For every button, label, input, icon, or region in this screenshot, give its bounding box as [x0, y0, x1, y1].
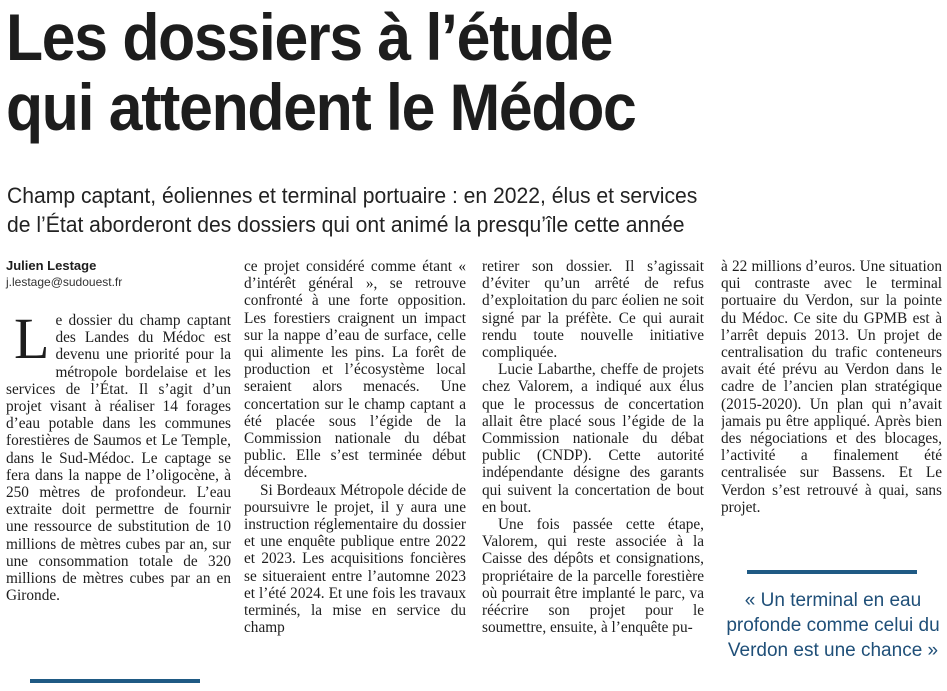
- paragraph: ce projet considéré comme étant « d’intérêt général », se retrouve confronté à une forte opposition. Les forestiers craignent un impact sur la nappe d’eau de surface, celle qui alimente les pins. La forêt de production et l’écosystème local seraient alors menacés. Une concertation sur le champ captant a été placée sous l’égide de la Commission nationale du débat public. Elle s’est terminée début décembre.: [244, 258, 466, 482]
- pull-quote-rule: [747, 570, 917, 574]
- author-email[interactable]: j.lestage@sudouest.fr: [6, 275, 123, 289]
- column-divider-rule: [30, 679, 200, 683]
- byline: [6, 258, 231, 290]
- paragraph: Si Bordeaux Métropole décide de poursuivre le projet, il y aura une instruction réglementaire du dossier et une enquête publique entre 2022 et 2023. Les acquisitions foncières se situeraient entre l’automne 2023 et l’été 2024. Et une fois les travaux terminés, la mise en service du champ: [244, 481, 466, 637]
- article-column-1: [6, 312, 231, 657]
- paragraph: [6, 312, 231, 604]
- article-column-4: [721, 258, 942, 550]
- paragraph: Une fois passée cette étape, Valorem, qui reste associée à la Caisse des dépôts et consignations, propriétaire de la parcelle forestière où pourrait être implanté le parc, va réécrire son projet pour le soumettre, ensuite, à l’enquête pu-: [482, 516, 704, 637]
- subtitle-line-1: Champ captant, éoliennes et terminal portuaire : en 2022, élus et services: [7, 183, 698, 208]
- paragraph: retirer son dossier. Il s’agissait d’éviter qu’un arrêté de refus d’exploitation du parc éolien ne soit signé par la préfète. Ce qui aurait rendu toute nouvelle initiative compliquée.: [482, 258, 704, 362]
- drop-cap: L: [14, 312, 50, 371]
- paragraph-text: e dossier du champ captant des Landes du Médoc est devenu une priorité pour la métropole bordelaise et les services de l’État. Il s’agit d’un projet visant à réaliser 14 forages d’eau potable dans les communes forestières de Saumos et Le Temple, dans le Sud-Médoc. Le captage se fera dans la nappe de l’oligocène, à 250 mètres de profondeur. L’eau extraite doit permettre de fournir une ressource de substitution de 10 millions de mètres cubes par an, sur une consommation totale de 320 millions de mètres cubes par an en Gironde.: [6, 312, 231, 605]
- article-column-2: [244, 258, 466, 691]
- pull-quote: « Un terminal en eau profonde comme celui du Verdon est une chance »: [726, 590, 940, 661]
- headline-line-1: Les dossiers à l’étude: [6, 0, 613, 74]
- author-name: Julien Lestage: [6, 258, 97, 273]
- headline-line-2: qui attendent le Médoc: [6, 70, 636, 144]
- subtitle: [7, 181, 905, 239]
- subtitle-line-2: de l’État aborderont des dossiers qui ont animé la presqu’île cette année: [7, 212, 685, 237]
- paragraph: Lucie Labarthe, cheffe de projets chez Valorem, a indiqué aux élus que le processus de concertation allait être placé sous l’égide de la Commission nationale du débat public (CNDP). Cette autorité indépendante désigne des garants qui suivent la concertation de bout en bout.: [482, 361, 704, 516]
- article-column-3: [482, 258, 704, 691]
- paragraph: à 22 millions d’euros. Une situation qui contraste avec le terminal portuaire du Verdon, sur la pointe du Médoc. Ce site du GPMB est à l’arrêt depuis 2013. Un projet de centralisation du trafic conteneurs avait été prévu au Verdon dans le cadre de l’ancien plan stratégique (2015-2020). Un plan qui n’avait jamais pu être appliqué. Après bien des négociations et des blocages, l’activité a finalement été centralisée sur Bassens. Et Le Verdon s’est retrouvé à quai, sans projet.: [721, 258, 942, 516]
- headline: [6, 2, 866, 142]
